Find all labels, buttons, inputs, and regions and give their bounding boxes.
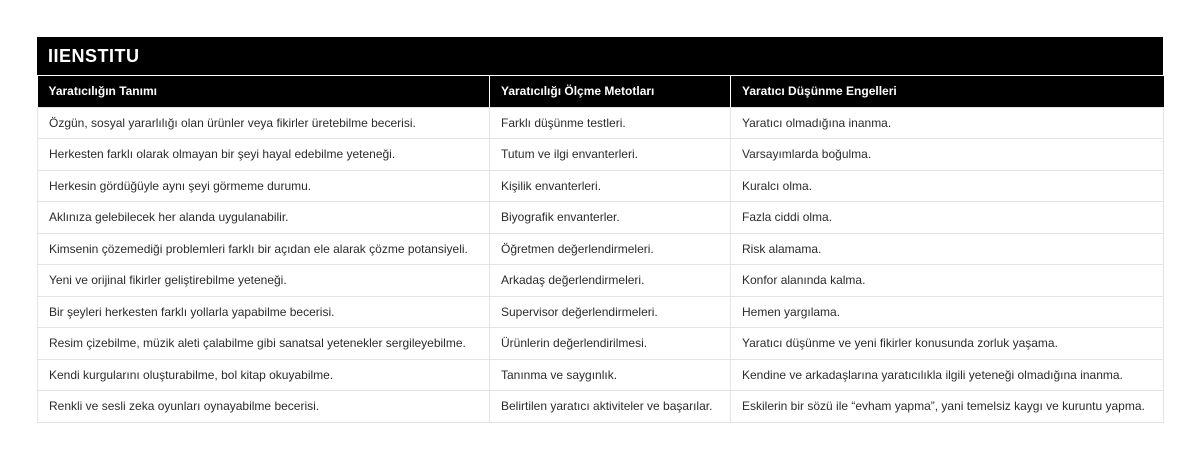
table-cell: Tutum ve ilgi envanterleri. [490, 139, 731, 171]
table-cell: Bir şeyleri herkesten farklı yollarla yapabilme becerisi. [38, 296, 490, 328]
table-container [37, 37, 1163, 423]
table-cell: Hemen yargılama. [731, 296, 1164, 328]
table-cell: Kimsenin çözemediği problemleri farklı bir açıdan ele alarak çözme potansiyeli. [38, 233, 490, 265]
table-cell: Kendine ve arkadaşlarına yaratıcılıkla ilgili yeteneği olmadığına inanma. [731, 359, 1164, 391]
table-cell: Herkesin gördüğüyle aynı şeyi görmeme durumu. [38, 170, 490, 202]
table-row [38, 296, 1164, 328]
table-cell: Risk alamama. [731, 233, 1164, 265]
table-cell: Belirtilen yaratıcı aktiviteler ve başarılar. [490, 391, 731, 423]
table-row [38, 170, 1164, 202]
table-row [38, 107, 1164, 139]
table-cell: Farklı düşünme testleri. [490, 107, 731, 139]
table-cell: Öğretmen değerlendirmeleri. [490, 233, 731, 265]
column-header-definition: Yaratıcılığın Tanımı [38, 76, 490, 107]
table-cell: Ürünlerin değerlendirilmesi. [490, 328, 731, 360]
table-cell: Supervisor değerlendirmeleri. [490, 296, 731, 328]
column-header-measurement: Yaratıcılığı Ölçme Metotları [490, 76, 731, 107]
table-row [38, 202, 1164, 234]
table-cell: Konfor alanında kalma. [731, 265, 1164, 297]
table-row [38, 139, 1164, 171]
table-cell: Aklınıza gelebilecek her alanda uygulanabilir. [38, 202, 490, 234]
table-row [38, 391, 1164, 423]
table-row [38, 359, 1164, 391]
table-cell: Özgün, sosyal yararlılığı olan ürünler veya fikirler üretebilme becerisi. [38, 107, 490, 139]
table-cell: Kişilik envanterleri. [490, 170, 731, 202]
brand-header [37, 37, 1163, 76]
table-cell: Resim çizebilme, müzik aleti çalabilme gibi sanatsal yetenekler sergileyebilme. [38, 328, 490, 360]
column-header-barriers: Yaratıcı Düşünme Engelleri [731, 76, 1164, 107]
brand-title: IIENSTITU [48, 45, 140, 66]
table-cell: Herkesten farklı olarak olmayan bir şeyi hayal edebilme yeteneği. [38, 139, 490, 171]
table-cell: Arkadaş değerlendirmeleri. [490, 265, 731, 297]
table-header-row [38, 76, 1164, 107]
table-row [38, 233, 1164, 265]
table-cell: Renkli ve sesli zeka oyunları oynayabilme becerisi. [38, 391, 490, 423]
table-cell: Varsayımlarda boğulma. [731, 139, 1164, 171]
table-cell: Yaratıcı olmadığına inanma. [731, 107, 1164, 139]
table-cell: Eskilerin bir sözü ile “evham yapma”, yani temelsiz kaygı ve kuruntu yapma. [731, 391, 1164, 423]
table-cell: Yaratıcı düşünme ve yeni fikirler konusunda zorluk yaşama. [731, 328, 1164, 360]
table-cell: Kendi kurgularını oluşturabilme, bol kitap okuyabilme. [38, 359, 490, 391]
table-cell: Yeni ve orijinal fikirler geliştirebilme yeteneği. [38, 265, 490, 297]
table-cell: Fazla ciddi olma. [731, 202, 1164, 234]
table-cell: Tanınma ve saygınlık. [490, 359, 731, 391]
table-row [38, 265, 1164, 297]
table-cell: Biyografik envanterler. [490, 202, 731, 234]
table-row [38, 328, 1164, 360]
table-cell: Kuralcı olma. [731, 170, 1164, 202]
comparison-table [37, 76, 1164, 423]
